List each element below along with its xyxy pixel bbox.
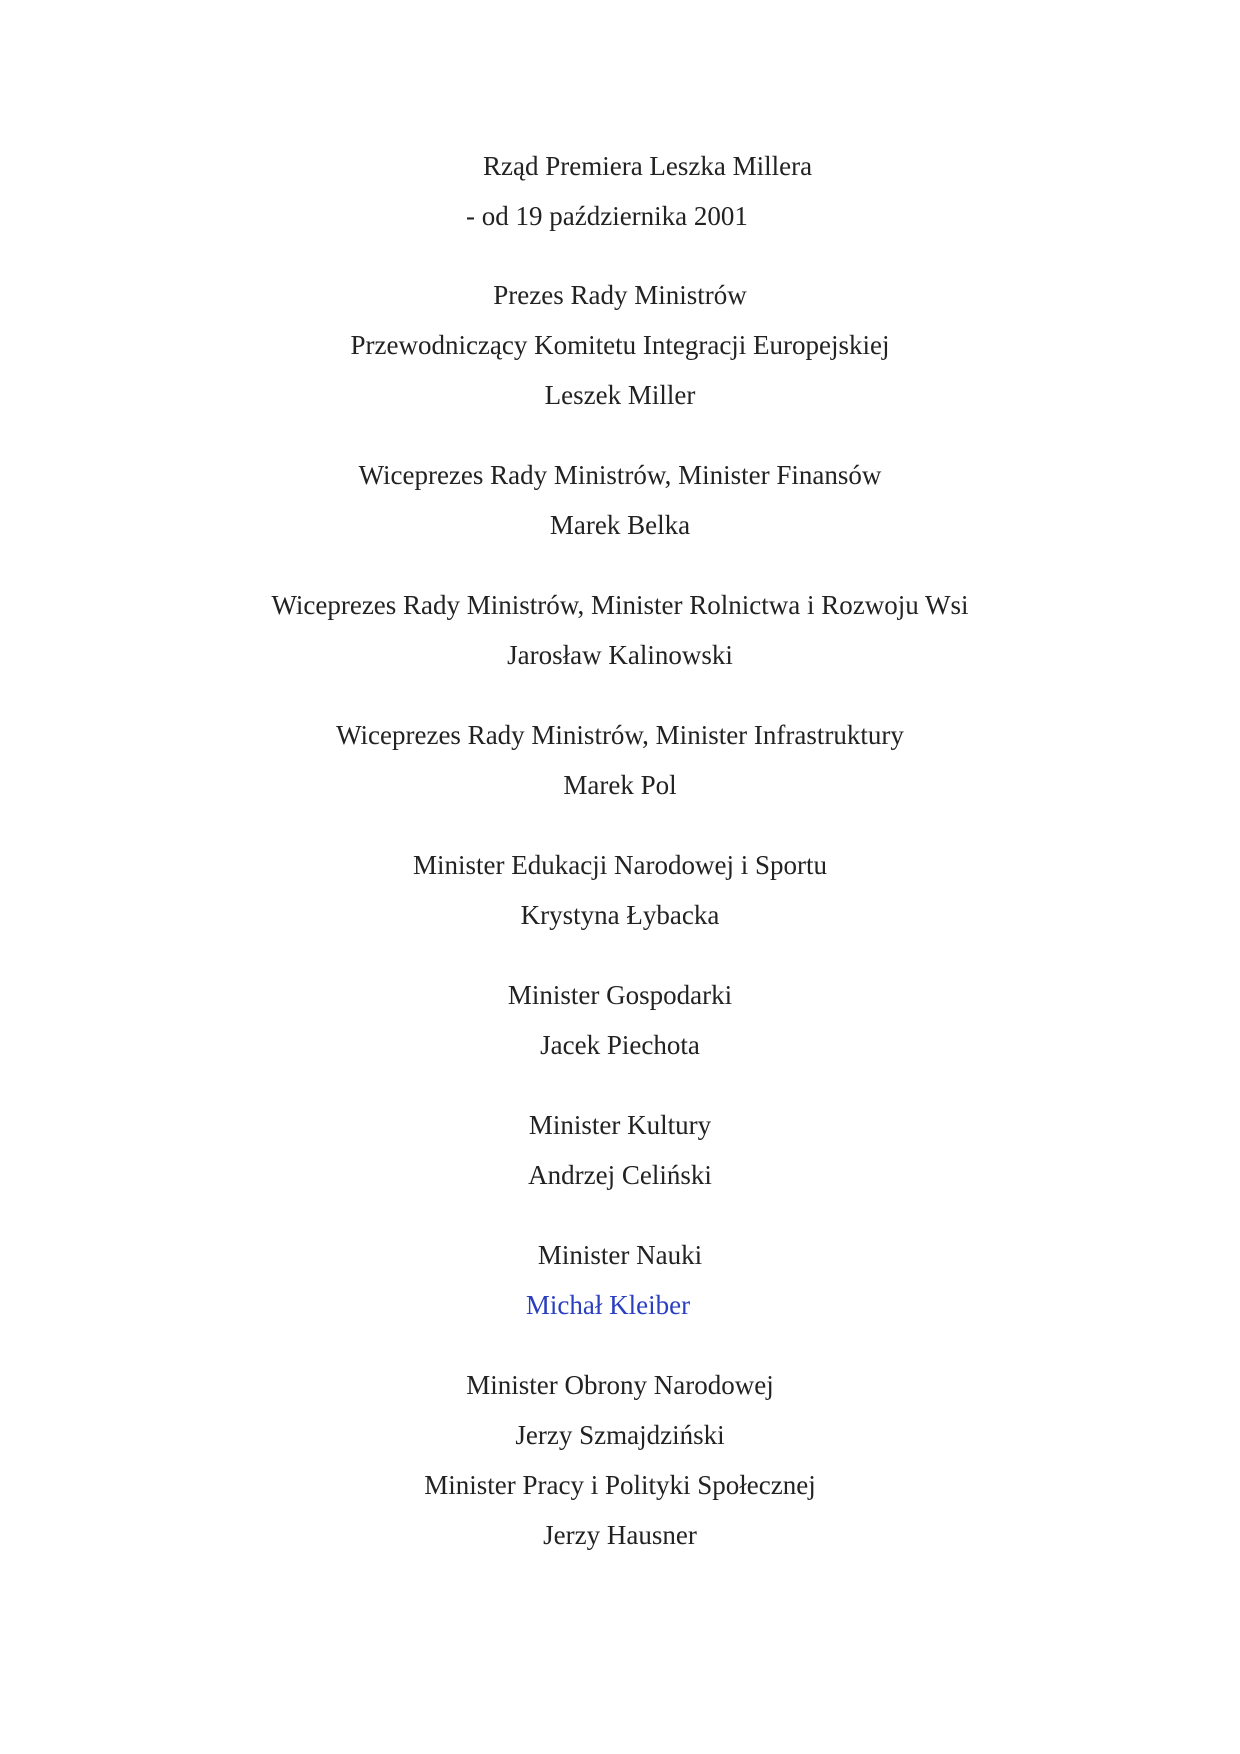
document-date: - od 19 października 2001: [466, 201, 748, 231]
person-name-link[interactable]: Michał Kleiber: [525, 1290, 691, 1320]
person-name: Jacek Piechota: [540, 1030, 700, 1060]
person-name: Marek Belka: [549, 510, 691, 540]
role-obrona: Minister Obrony Narodowej: [466, 1370, 774, 1400]
person-name: Leszek Miller: [544, 380, 696, 410]
person-name: Jerzy Szmajdziński: [515, 1420, 725, 1450]
role-prezes: Prezes Rady Ministrów: [493, 280, 747, 310]
role-gospodarka: Minister Gospodarki: [507, 980, 733, 1010]
role-komitet: Przewodniczący Komitetu Integracji Europejskiej: [350, 330, 890, 360]
document-title: Rząd Premiera Leszka Millera: [483, 151, 813, 181]
person-name: Andrzej Celiński: [528, 1160, 712, 1190]
role-praca: Minister Pracy i Polityki Społecznej: [424, 1470, 816, 1500]
role-kultura: Minister Kultury: [528, 1110, 712, 1140]
role-rolnictwo: Wiceprezes Rady Ministrów, Minister Rolnictwa i Rozwoju Wsi: [271, 590, 969, 620]
role-finanse: Wiceprezes Rady Ministrów, Minister Finansów: [358, 460, 882, 490]
person-name: Krystyna Łybacka: [520, 900, 720, 930]
role-nauka: Minister Nauki: [537, 1240, 703, 1270]
person-name: Jarosław Kalinowski: [507, 640, 733, 670]
person-name: Marek Pol: [563, 770, 677, 800]
role-infrastruktura: Wiceprezes Rady Ministrów, Minister Infrastruktury: [336, 720, 904, 750]
role-edukacja: Minister Edukacji Narodowej i Sportu: [413, 850, 827, 880]
person-name: Jerzy Hausner: [543, 1520, 697, 1550]
